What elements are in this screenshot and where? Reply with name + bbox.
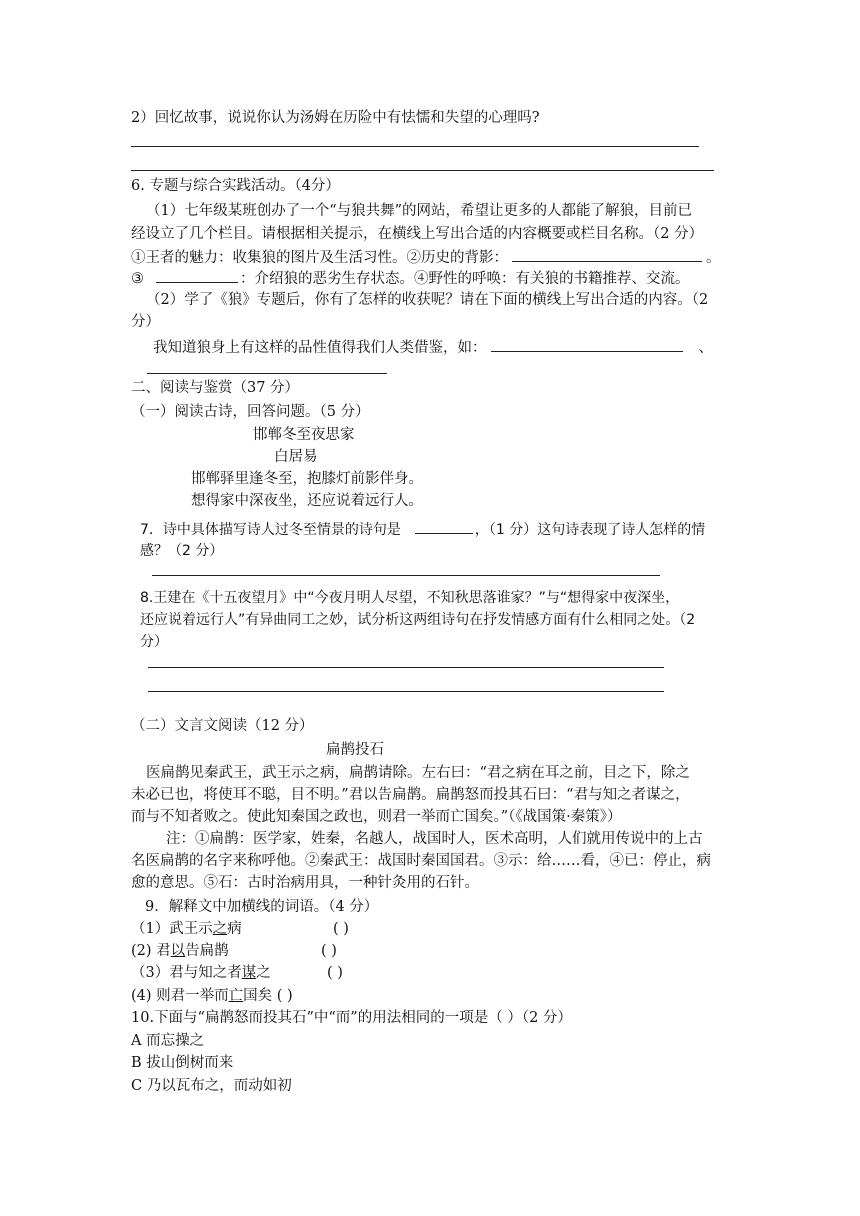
item-text: (4) 则君一举而 [131,988,229,1004]
question-7-line1 [140,518,705,540]
answer-blank[interactable] [512,246,702,262]
poem-line-2: 想得家中深夜坐，还应说着远行人。 [191,493,423,509]
poem-title: 邯郸冬至夜思家 [253,427,355,443]
item-text: 。 [706,250,721,266]
poem-author: 白居易 [274,449,318,465]
question-6-items-line2 [131,267,690,289]
answer-line[interactable] [131,146,699,147]
answer-line[interactable] [131,170,714,171]
underlined-word: 谋 [241,965,257,981]
question-9-title: 9．解释文中加横线的词语。（4 分） [145,899,379,915]
answer-line[interactable] [147,373,387,374]
item-text: 之 [256,965,271,981]
item-text: （3）君与知之者 [131,965,242,981]
item-text: 7．诗中具体描写诗人过冬至情景的诗句是 [140,522,401,538]
item-text: 我知道狼身上有这样的品性值得我们人类借鉴，如： [153,340,487,356]
answer-blank[interactable] [415,518,473,534]
question-7-line2: 感？（2 分） [140,543,224,559]
poem-line-1: 邯郸驿里逢冬至，抱膝灯前影伴身。 [191,471,423,487]
note-line-1: 注：①扁鹊：医学家，姓秦，名越人，战国时人，医术高明，人们就用传说中的上古 [166,831,703,847]
answer-line[interactable] [148,691,664,692]
question-6-part2-line3 [153,336,713,358]
option-c[interactable]: C 乃以瓦布之，而动如初 [131,1078,292,1094]
answer-parentheses[interactable]: ( ) [321,943,337,959]
item-text: (2) 君 [131,943,171,959]
answer-blank[interactable] [156,267,238,283]
question-6-title: 6. 专题与综合实践活动。（4分） [131,178,340,194]
question-9-item-1 [131,919,349,939]
part-2-title: （二）文言文阅读（12 分） [131,718,314,734]
item-text: ，（1 分）这句诗表现了诗人怎样的情 [474,522,706,538]
item-text: ：介绍狼的恶劣生存状态。④野性的呼唤：有关狼的书籍推荐、交流。 [240,271,690,287]
item-text: 告扁鹊 [185,943,229,959]
question-6-items-line1 [131,246,721,268]
underlined-word: 亡 [228,988,244,1004]
story-line-1: 医扁鹊见秦武王，武王示之病，扁鹊请除。左右曰：“君之病在耳之前，目之下，除之 [146,765,690,781]
answer-line[interactable] [148,667,664,668]
note-line-2: 名医扁鹊的名字来称呼他。②秦武王：战国时秦国国君。③示：给……看，④已：停止，病 [131,853,711,869]
story-line-3: 而与不知者败之。使此知秦国之政也，则君一举而亡国矣。”（《战国策·秦策》） [131,809,622,825]
item-text: ①王者的魅力：收集狼的图片及生活习性。②历史的背影： [131,250,508,266]
question-6-part2-line1: （2）学了《狼》专题后，你有了怎样的收获呢？请在下面的横线上写出合适的内容。（2 [146,292,709,308]
question-6-part1-line2: 经设立了几个栏目。请根据相关提示，在横线上写出合适的内容概要或栏目名称。（2 分） [131,226,704,242]
question-6-part2-line2: 分） [131,314,160,330]
question-10-title: 10.下面与“扁鹊怒而投其石”中“而”的用法相同的一项是（ ）（2 分） [131,1010,572,1026]
question-9-item-4 [131,986,293,1006]
question-8-line3: 分） [140,634,168,650]
item-text: 、 [698,340,713,356]
question-9-item-2 [131,941,337,961]
option-a[interactable]: A 而忘操之 [131,1033,205,1049]
item-text: （1）武王示 [131,921,213,937]
item-text: 病 [227,921,242,937]
underlined-word: 以 [170,943,186,959]
answer-blank[interactable] [491,336,683,352]
underlined-word: 之 [212,921,228,937]
answer-line[interactable] [152,575,660,576]
option-b[interactable]: B 拔山倒树而来 [131,1055,234,1071]
question-2-text: 2）回忆故事，说说你认为汤姆在历险中有怯懦和失望的心理吗? [131,110,540,126]
part-1-title: （一）阅读古诗，回答问题。（5 分） [131,404,370,420]
question-6-part1-line1: （1）七年级某班创办了一个“与狼共舞”的网站，希望让更多的人都能了解狼，目前已 [146,203,693,219]
item-text: 国矣 ( [243,988,283,1004]
answer-parentheses[interactable]: ( ) [327,965,343,981]
note-line-3: 愈的意思。⑤石：古时治病用具，一种针灸用的石针。 [131,875,479,891]
story-line-2: 未必已也，将使耳不聪，目不明。”君以告扁鹊。扁鹊怒而投其石曰：“君与知之者谋之， [131,787,690,803]
item-text: ③ [131,271,144,287]
answer-parentheses[interactable]: ) [282,988,293,1004]
question-8-line2: 还应说着远行人”有异曲同工之妙，试分析这两组诗句在抒发情感方面有什么相同之处。（2 [140,612,696,628]
question-9-item-3 [131,963,343,983]
question-8-line1: 8.王建在《十五夜望月》中“今夜月明人尽望，不知秋思落谁家？”与“想得家中夜深坐， [140,590,680,606]
answer-parentheses[interactable]: ( ) [333,921,349,937]
section-2-title: 二、阅读与鉴赏（37 分） [131,380,300,396]
story-title: 扁鹊投石 [326,742,384,758]
